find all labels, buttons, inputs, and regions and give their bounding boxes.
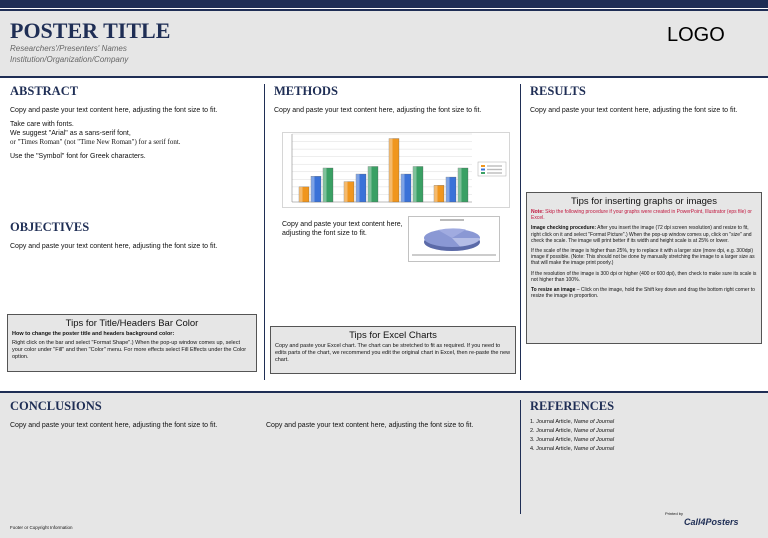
reference-num: 2. Journal Article, [530,428,574,434]
tip-excel-box[interactable] [270,326,516,374]
reference-item-4 [530,445,614,454]
legend-swatch [481,172,485,174]
tip-title-bar-text: Right click on the bar and select "Format Shape".) When the pop-up window comes up, select your color under "Fill" and then "Color" menu. For more effects select Fill Effects under the Color option. [12,340,247,360]
bar-highlight [356,174,360,202]
bar-highlight [344,182,348,202]
bar-highlight [446,177,450,202]
abstract-p2a: Take care with fonts. [10,121,74,128]
tip-graphs-note-text: Skip the following procedure if your graphs were created in PowerPoint, Illustrator (eps file) or Excel. [531,209,752,222]
tip-title-bar-title: Tips for Title/Headers Bar Color [65,318,199,329]
reference-item-3 [530,436,614,445]
conclusions-text-1: Copy and paste your text content here, adjusting the font size to fit. [10,422,218,429]
bar-highlight [389,139,393,202]
reference-num: 3. Journal Article, [530,437,574,443]
methods-text: Copy and paste your text content here, adjusting the font size to fit. [274,107,482,114]
column-divider-2 [520,84,521,380]
abstract-p2b: We suggest "Arial" as a sans-serif font, [10,130,131,137]
reference-journal: Name of Journal [573,428,615,434]
brand-logo: Call4Posters [684,517,739,527]
column-divider-3 [520,400,521,514]
references-list [530,418,614,454]
bar-highlight [401,174,405,202]
tip-graphs-note [531,209,757,221]
tip-graphs-p3: If the resolution of the image is 300 dpi or higher (400 or 600 dpi), then check to make sure its scale is not higher than 100%. [531,270,757,283]
title-header[interactable] [0,11,768,77]
tip-title-bar-box[interactable] [7,314,257,372]
legend-text-placeholder [487,172,502,173]
tip-graphs-p2: If the scale of the image is higher than 25%, try to replace it with a larger size (more dpi, e.g. 300dpi) image if possible. (Note: This should not be done by manually stretching the image to a larger size as that will make the image print poorly.) [531,248,755,267]
tip-graphs-p4-text: – Click on the image, hold the Shift key down and drag the bottom right corner to resize the image in proportion. [531,287,755,300]
authors: Researchers'/Presenters' Names [10,44,127,53]
bottom-section [0,393,768,538]
legend-swatch [481,169,485,171]
reference-journal: Name of Journal [573,446,615,452]
references-title: REFERENCES [530,399,615,413]
bar-highlight [311,176,315,202]
methods-text-2: Copy and paste your text content here, adjusting the font size to fit. [282,221,403,237]
logo: LOGO [667,24,725,46]
tip-title-bar-body [8,329,256,363]
reference-item-1 [530,418,614,427]
bar-highlight [323,168,327,202]
footer-copyright: Footer or Copyright Information [10,525,73,530]
printed-by-label: Printed by [665,511,684,516]
bar-highlight [368,166,372,202]
abstract-title: ABSTRACT [10,84,79,98]
tip-graphs-box[interactable] [526,192,762,344]
results-text: Copy and paste your text content here, adjusting the font size to fit. [530,107,738,114]
tip-graphs-title: Tips for inserting graphs or images [571,196,717,207]
legend-text-placeholder [487,169,502,170]
pie-chart-title-placeholder [440,219,464,221]
top-bar [0,0,768,8]
conclusions-text-2: Copy and paste your text content here, adjusting the font size to fit. [266,422,474,429]
results-title: RESULTS [530,84,586,98]
reference-num: 4. Journal Article, [530,446,574,452]
tip-graphs-p4 [531,287,757,299]
pie-slices [424,229,480,251]
pie-chart-3d[interactable] [408,216,500,262]
tip-graphs-p1 [531,225,757,244]
tip-graphs-note-label: Note: [531,209,544,215]
reference-journal: Name of Journal [573,419,615,425]
header-separator [0,76,768,78]
abstract-p2c: or "Times Roman" (not "Time New Roman") for a serif font. [10,138,181,146]
abstract-text [10,106,248,161]
tip-graphs-body [527,207,761,301]
objectives-text: Copy and paste your text content here, adjusting the font size to fit. [10,243,218,250]
tip-title-bar-heading: How to change the poster title and headers background color: [12,331,175,337]
abstract-p3: Use the "Symbol" font for Greek characters. [10,153,146,160]
methods-title: METHODS [274,84,338,98]
conclusions-title: CONCLUSIONS [10,399,102,413]
poster-subtitle [10,43,128,65]
reference-journal: Name of Journal [573,437,615,443]
pie-chart-legend-placeholder [412,254,496,256]
tip-graphs-p1-text: After you insert the image (72 dpi screen resolution) and resize to fit, right click on it and select "Format Picture".) When the pop-up window comes up, click on "size" and check the scale. The image will print better if its width and height scale is at 25% or lower. [531,225,752,244]
bar-highlight [434,185,438,202]
institution: Institution/Organization/Company [10,55,129,64]
objectives-title: OBJECTIVES [10,220,90,234]
abstract-p1: Copy and paste your text content here, adjusting the font size to fit. [10,107,218,114]
tip-graphs-p1-label: Image checking procedure: [531,225,597,232]
bar-chart[interactable] [282,132,510,208]
bar-highlight [458,168,462,202]
bar-highlight [299,187,303,202]
poster-title[interactable]: POSTER TITLE [10,18,171,43]
tip-graphs-p4-label: To resize an image [531,287,576,294]
column-divider-1 [264,84,265,380]
bar-highlight [413,166,417,202]
tip-excel-title: Tips for Excel Charts [349,330,437,341]
reference-num: 1. Journal Article, [530,419,574,425]
reference-item-2 [530,427,614,436]
tip-excel-body: Copy and paste your Excel chart. The chart can be stretched to fit as required. If you need to edits parts of the chart, we recommend you edit the original chart in Excel, then re-paste the new chart. [275,343,511,363]
legend-text-placeholder [487,165,502,166]
legend-swatch [481,165,485,167]
